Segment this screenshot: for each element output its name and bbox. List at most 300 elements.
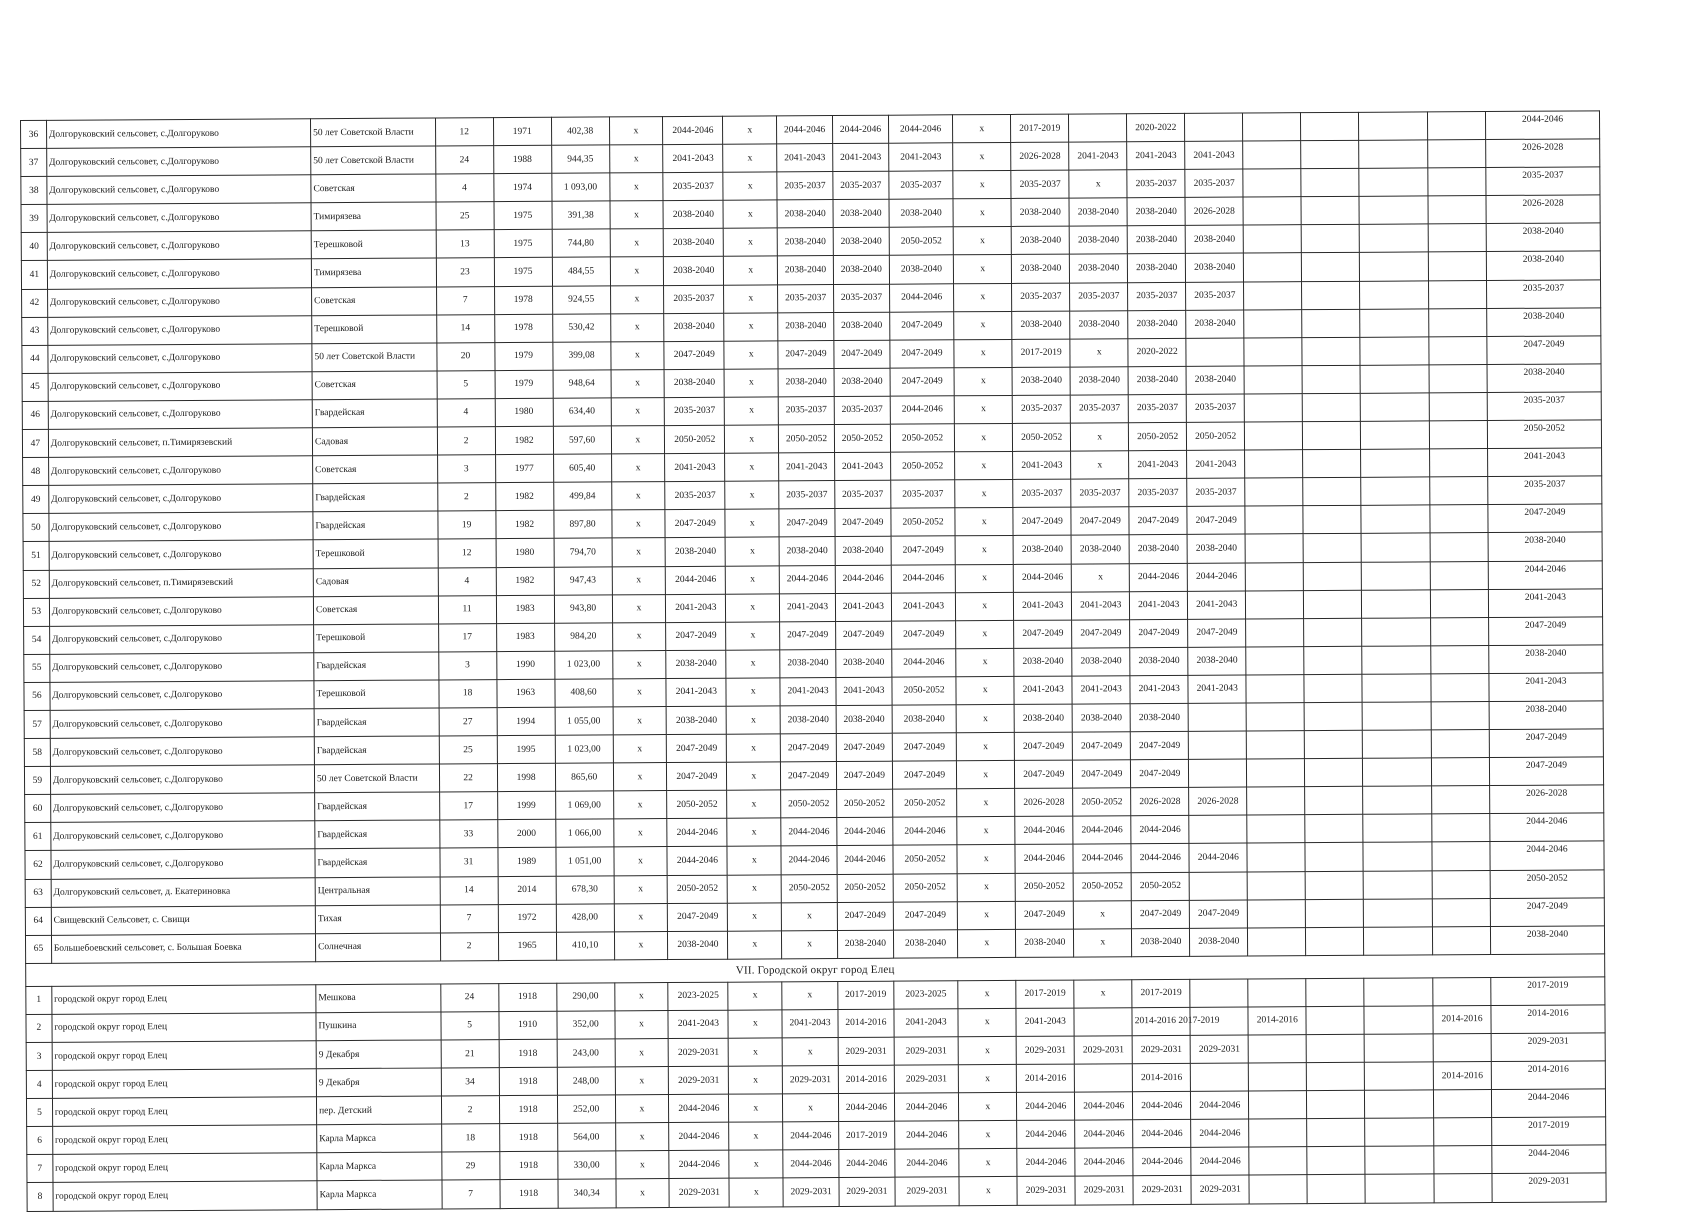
work-col-9-cell: 2029-2031: [1074, 1036, 1132, 1064]
work-col-3-cell: x: [727, 790, 781, 818]
work-col-15-cell: [1430, 589, 1488, 617]
work-col-4-cell: 2041-2043: [777, 144, 833, 172]
total-area-cell: 944,35: [551, 145, 609, 173]
work-col-11-cell: [1188, 703, 1246, 731]
work-col-9-cell: 2035-2037: [1070, 282, 1128, 310]
work-col-10-cell: 2038-2040: [1127, 226, 1185, 254]
row-number-cell: 2: [26, 1014, 52, 1042]
overall-period-cell: 2044-2046: [1491, 1089, 1605, 1118]
total-area-cell: 984,20: [554, 623, 612, 651]
work-col-7-cell: x: [955, 452, 1013, 480]
work-col-5-cell: 2044-2046: [832, 115, 888, 143]
work-col-6-cell: 2050-2052: [890, 452, 955, 480]
overall-period-cell: 2029-2031: [1491, 1033, 1605, 1062]
work-col-12-cell: [1244, 281, 1302, 309]
work-col-12-cell: [1244, 366, 1302, 394]
work-col-8-cell: 2038-2040: [1014, 648, 1072, 676]
row-number-cell: 36: [21, 120, 47, 148]
municipality-cell: Свищевский Сельсовет, с. Свищи: [51, 905, 315, 935]
work-col-5-cell: 2047-2049: [836, 733, 892, 761]
work-col-3-cell: x: [724, 341, 778, 369]
work-col-10-cell: 2047-2049: [1130, 619, 1188, 647]
work-col-3-cell: x: [726, 622, 780, 650]
total-area-cell: 391,38: [552, 201, 610, 229]
work-col-7-cell: x: [958, 1036, 1016, 1064]
work-col-10-cell: 2044-2046: [1133, 1092, 1191, 1120]
total-area-cell: 340,34: [558, 1179, 616, 1207]
work-col-12-cell: [1249, 1063, 1307, 1091]
work-col-12-cell: [1248, 899, 1306, 927]
work-col-5-cell: 2035-2037: [834, 396, 890, 424]
work-col-2-cell: 2041-2043: [668, 1010, 728, 1038]
work-col-10-cell: 2038-2040: [1130, 703, 1188, 731]
build-year-cell: 1971: [493, 117, 551, 145]
work-col-10-cell: 2047-2049: [1129, 507, 1187, 535]
work-col-1-cell: x: [611, 482, 665, 510]
overall-period-cell: 2038-2040: [1486, 251, 1600, 280]
build-year-cell: 1972: [498, 904, 556, 932]
work-col-10-cell: 2014-2016: [1133, 1063, 1191, 1091]
overall-period-cell: 2017-2019: [1492, 1117, 1606, 1146]
work-col-6-cell: 2047-2049: [890, 311, 955, 339]
street-cell: 50 лет Советской Власти: [314, 764, 439, 793]
work-col-11-cell: 2050-2052: [1187, 422, 1245, 450]
total-area-cell: 408,60: [555, 679, 613, 707]
work-col-5-cell: 2038-2040: [837, 930, 893, 958]
work-col-12-cell: [1248, 927, 1306, 955]
municipality-cell: городской округ город Елец: [52, 1125, 316, 1155]
street-cell: пер. Детский: [316, 1096, 441, 1125]
work-col-15-cell: [1429, 421, 1487, 449]
street-cell: Гвардейская: [314, 652, 439, 681]
work-col-4-cell: 2035-2037: [778, 284, 834, 312]
work-col-12-cell: [1248, 978, 1306, 1006]
work-col-1-cell: x: [611, 454, 665, 482]
work-col-13-cell: [1305, 787, 1363, 815]
work-col-4-cell: 2047-2049: [780, 734, 836, 762]
work-col-14-cell: [1361, 533, 1430, 562]
work-col-11-cell: [1185, 113, 1243, 141]
work-col-7-cell: x: [955, 508, 1013, 536]
work-col-7-cell: x: [956, 676, 1014, 704]
work-col-11-cell: 2047-2049: [1188, 619, 1246, 647]
work-col-13-cell: [1307, 1147, 1365, 1175]
work-col-3-cell: x: [729, 1178, 783, 1206]
work-col-12-cell: [1247, 843, 1305, 871]
build-year-cell: 1918: [499, 1124, 557, 1152]
total-area-cell: 402,38: [551, 117, 609, 145]
work-col-3-cell: x: [725, 425, 779, 453]
work-col-15-cell: [1428, 168, 1486, 196]
overall-period-cell: 2047-2049: [1489, 729, 1603, 758]
work-col-9-cell: 2035-2037: [1070, 395, 1128, 423]
work-col-5-cell: 2044-2046: [837, 846, 893, 874]
work-col-3-cell: x: [726, 565, 780, 593]
work-col-12-cell: [1246, 590, 1304, 618]
municipality-cell: Долгоруковский сельсовет, с.Долгоруково: [50, 793, 314, 823]
row-number-cell: 55: [24, 654, 50, 682]
work-col-1-cell: x: [615, 1067, 669, 1095]
work-col-3-cell: x: [723, 172, 777, 200]
build-year-cell: 1990: [496, 651, 554, 679]
work-col-10-cell: 2041-2043: [1130, 591, 1188, 619]
work-col-6-cell: 2050-2052: [893, 845, 958, 873]
overall-period-cell: 2014-2016: [1491, 1061, 1605, 1090]
work-col-8-cell: 2041-2043: [1016, 1008, 1074, 1036]
work-col-8-cell: 2050-2052: [1015, 873, 1073, 901]
work-col-3-cell: x: [725, 397, 779, 425]
work-col-4-cell: x: [782, 930, 838, 958]
work-col-8-cell: 2026-2028: [1015, 788, 1073, 816]
work-col-1-cell: x: [615, 1039, 669, 1067]
work-col-11-cell: 2041-2043: [1185, 141, 1243, 169]
total-area-cell: 1 051,00: [556, 847, 614, 875]
overall-period-cell: 2044-2046: [1485, 111, 1599, 140]
work-col-8-cell: 2014-2016: [1017, 1064, 1075, 1092]
municipality-cell: городской округ город Елец: [53, 1153, 317, 1183]
work-col-4-cell: 2044-2046: [781, 818, 837, 846]
work-col-6-cell: 2047-2049: [891, 536, 956, 564]
house-number-cell: 18: [439, 679, 497, 707]
work-col-3-cell: x: [726, 678, 780, 706]
work-col-11-cell: 2035-2037: [1185, 169, 1243, 197]
street-cell: Карла Маркса: [317, 1124, 442, 1153]
work-col-13-cell: [1304, 618, 1362, 646]
work-col-6-cell: 2044-2046: [894, 1093, 959, 1121]
work-col-7-cell: x: [957, 789, 1015, 817]
work-col-4-cell: x: [782, 981, 838, 1009]
street-cell: Мешкова: [316, 984, 441, 1013]
work-col-11-cell: 2026-2028: [1189, 787, 1247, 815]
total-area-cell: 352,00: [557, 1011, 615, 1039]
work-col-2-cell: 2035-2037: [665, 397, 725, 425]
municipality-cell: Долгоруковский сельсовет, п.Тимирязевский: [49, 568, 313, 598]
work-col-10-cell: 2044-2046: [1131, 816, 1189, 844]
municipality-cell: Долгоруковский сельсовет, с.Долгоруково: [49, 540, 313, 570]
work-col-2-cell: 2041-2043: [665, 453, 725, 481]
work-col-6-cell: 2038-2040: [889, 255, 954, 283]
work-col-9-cell: 2038-2040: [1069, 198, 1127, 226]
work-col-4-cell: 2047-2049: [780, 621, 836, 649]
work-col-14-cell: [1361, 561, 1430, 590]
work-col-14-cell: [1362, 589, 1431, 618]
work-col-12-cell: [1243, 225, 1301, 253]
work-col-14-cell: [1360, 280, 1429, 309]
work-col-14-cell: [1361, 449, 1430, 478]
work-col-13-cell: [1305, 730, 1363, 758]
street-cell: Гвардейская: [313, 511, 438, 540]
work-col-8-cell: 2047-2049: [1013, 507, 1071, 535]
house-number-cell: 29: [441, 1152, 499, 1180]
work-col-12-cell: [1247, 759, 1305, 787]
overall-period-cell: 2038-2040: [1487, 308, 1601, 337]
work-col-6-cell: 2044-2046: [891, 564, 956, 592]
work-col-3-cell: x: [728, 1010, 782, 1038]
work-col-2-cell: 2029-2031: [669, 1066, 729, 1094]
work-col-3-cell: x: [729, 1038, 783, 1066]
work-col-10-cell: 2035-2037: [1127, 170, 1185, 198]
work-col-5-cell: 2017-2019: [838, 981, 894, 1009]
work-col-13-cell: [1307, 1090, 1365, 1118]
work-col-1-cell: x: [611, 369, 665, 397]
work-col-13-cell: [1301, 197, 1359, 225]
work-col-8-cell: 2047-2049: [1016, 901, 1074, 929]
work-col-12-cell: [1245, 422, 1303, 450]
work-col-2-cell: 2041-2043: [666, 594, 726, 622]
work-col-7-cell: x: [954, 367, 1012, 395]
municipality-cell: городской округ город Елец: [52, 1069, 316, 1099]
work-col-5-cell: 2014-2016: [838, 1009, 894, 1037]
work-col-12-cell: [1244, 394, 1302, 422]
work-col-3-cell: x: [724, 228, 778, 256]
work-col-13-cell: [1302, 309, 1360, 337]
work-col-12-cell: [1246, 703, 1304, 731]
work-col-15-cell: [1432, 870, 1490, 898]
work-col-9-cell: 2044-2046: [1073, 816, 1131, 844]
work-col-1-cell: x: [609, 173, 663, 201]
house-number-cell: 4: [438, 567, 496, 595]
work-col-5-cell: 2050-2052: [834, 424, 890, 452]
work-col-12-cell: [1248, 1035, 1306, 1063]
work-col-5-cell: 2029-2031: [838, 1037, 894, 1065]
work-col-10-cell: 2047-2049: [1131, 731, 1189, 759]
build-year-cell: 1998: [497, 763, 555, 791]
work-col-10-cell: 2020-2022: [1128, 338, 1186, 366]
work-col-2-cell: 2047-2049: [668, 903, 728, 931]
work-col-11-cell: 2047-2049: [1190, 900, 1248, 928]
work-col-10-cell: 2041-2043: [1129, 451, 1187, 479]
work-col-9-cell: x: [1070, 338, 1128, 366]
work-col-2-cell: 2047-2049: [667, 762, 727, 790]
work-col-13-cell: [1306, 978, 1364, 1006]
total-area-cell: 243,00: [557, 1039, 615, 1067]
work-col-9-cell: 2047-2049: [1071, 507, 1129, 535]
work-col-9-cell: x: [1074, 980, 1132, 1008]
work-col-13-cell: [1306, 1034, 1364, 1062]
municipality-cell: Долгоруковский сельсовет, с.Долгоруково: [47, 203, 311, 233]
work-col-14-cell: [1360, 337, 1429, 366]
work-col-12-cell: [1244, 337, 1302, 365]
house-number-cell: 4: [437, 399, 495, 427]
work-col-3-cell: x: [726, 650, 780, 678]
work-col-1-cell: x: [612, 538, 666, 566]
overall-period-cell: 2026-2028: [1486, 195, 1600, 224]
street-cell: Карла Маркса: [317, 1152, 442, 1181]
total-area-cell: 744,80: [552, 229, 610, 257]
work-col-2-cell: 2044-2046: [667, 847, 727, 875]
work-col-8-cell: 2035-2037: [1012, 283, 1070, 311]
work-col-1-cell: x: [614, 847, 668, 875]
overall-period-cell: 2026-2028: [1490, 785, 1604, 814]
work-col-1-cell: x: [610, 229, 664, 257]
row-number-cell: 38: [21, 177, 47, 205]
work-col-12-cell: [1249, 1147, 1307, 1175]
work-col-5-cell: 2041-2043: [835, 593, 891, 621]
work-col-10-cell: 2038-2040: [1128, 254, 1186, 282]
work-col-14-cell: [1360, 365, 1429, 394]
work-col-14-cell: [1362, 702, 1431, 731]
work-col-14-cell: [1360, 252, 1429, 281]
work-col-15-cell: [1430, 561, 1488, 589]
work-col-13-cell: [1304, 674, 1362, 702]
work-col-15-cell: [1432, 786, 1490, 814]
work-col-14-cell: [1365, 1118, 1434, 1147]
work-col-11-cell: [1189, 759, 1247, 787]
build-year-cell: 1983: [496, 595, 554, 623]
total-area-cell: 943,80: [554, 594, 612, 622]
work-col-11-cell: 2041-2043: [1187, 450, 1245, 478]
municipality-cell: Долгоруковский сельсовет, д. Екатериновка: [51, 877, 315, 907]
work-col-4-cell: 2038-2040: [780, 705, 836, 733]
work-col-10-cell: 2035-2037: [1128, 282, 1186, 310]
work-col-1-cell: x: [610, 257, 664, 285]
street-cell: Терешковой: [314, 680, 439, 709]
work-col-2-cell: 2041-2043: [666, 678, 726, 706]
work-col-11-cell: 2035-2037: [1186, 394, 1244, 422]
work-col-4-cell: 2044-2046: [781, 846, 837, 874]
overall-period-cell: 2029-2031: [1492, 1173, 1606, 1202]
overall-period-cell: 2038-2040: [1489, 645, 1603, 674]
work-col-8-cell: 2038-2040: [1014, 704, 1072, 732]
overall-period-cell: 2047-2049: [1488, 504, 1602, 533]
work-col-9-cell: 2038-2040: [1072, 648, 1130, 676]
work-col-5-cell: 2035-2037: [835, 480, 891, 508]
work-col-15-cell: 2014-2016: [1433, 1062, 1491, 1090]
work-col-6-cell: 2044-2046: [890, 396, 955, 424]
build-year-cell: 1918: [500, 1180, 558, 1208]
work-col-15-cell: [1429, 392, 1487, 420]
street-cell: Карла Маркса: [317, 1180, 442, 1209]
work-col-9-cell: x: [1071, 451, 1129, 479]
work-col-12-cell: [1245, 450, 1303, 478]
work-col-7-cell: x: [958, 901, 1016, 929]
work-col-6-cell: 2029-2031: [894, 1065, 959, 1093]
work-col-11-cell: 2044-2046: [1191, 1147, 1249, 1175]
work-col-4-cell: x: [783, 1094, 839, 1122]
work-col-14-cell: [1361, 421, 1430, 450]
street-cell: Терешковой: [311, 230, 436, 259]
work-col-8-cell: 2029-2031: [1017, 1177, 1075, 1205]
work-col-3-cell: x: [725, 453, 779, 481]
street-cell: Гвардейская: [313, 483, 438, 512]
work-col-9-cell: 2029-2031: [1075, 1176, 1133, 1204]
work-col-9-cell: 2050-2052: [1073, 872, 1131, 900]
work-col-12-cell: [1245, 534, 1303, 562]
work-col-8-cell: 2017-2019: [1016, 980, 1074, 1008]
work-col-12-cell: [1246, 675, 1304, 703]
work-col-13-cell: [1305, 815, 1363, 843]
street-cell: Советская: [312, 287, 437, 316]
work-col-6-cell: 2044-2046: [888, 115, 953, 143]
work-col-1-cell: x: [616, 1179, 670, 1207]
row-number-cell: 1: [26, 986, 52, 1014]
build-year-cell: 1975: [494, 258, 552, 286]
work-col-9-cell: 2038-2040: [1069, 226, 1127, 254]
work-col-11-cell: 2038-2040: [1187, 534, 1245, 562]
work-col-1-cell: x: [610, 201, 664, 229]
overall-period-cell: 2038-2040: [1486, 223, 1600, 252]
work-col-11-cell: [1189, 815, 1247, 843]
work-col-2-cell: 2038-2040: [665, 538, 725, 566]
build-year-cell: 2014: [498, 876, 556, 904]
work-col-14-cell: [1362, 618, 1431, 647]
build-year-cell: 1982: [495, 426, 553, 454]
work-col-5-cell: 2047-2049: [835, 509, 891, 537]
build-year-cell: 1918: [499, 1152, 557, 1180]
build-year-cell: 1994: [497, 707, 555, 735]
overall-period-cell: 2026-2028: [1486, 139, 1600, 168]
work-col-1-cell: x: [611, 426, 665, 454]
work-col-8-cell: 2035-2037: [1011, 170, 1069, 198]
work-col-6-cell: 2047-2049: [893, 901, 958, 929]
house-number-cell: 2: [437, 427, 495, 455]
work-col-6-cell: 2050-2052: [892, 789, 957, 817]
street-cell: 50 лет Советской Власти: [310, 118, 435, 147]
work-col-2-cell: 2050-2052: [665, 425, 725, 453]
overall-period-cell: 2038-2040: [1487, 364, 1601, 393]
work-col-7-cell: x: [957, 761, 1015, 789]
work-col-8-cell: 2041-2043: [1014, 592, 1072, 620]
work-col-7-cell: x: [953, 171, 1011, 199]
work-col-6-cell: 2044-2046: [889, 283, 954, 311]
work-col-13-cell: [1305, 758, 1363, 786]
overall-period-cell: 2047-2049: [1489, 757, 1603, 786]
work-col-13-cell: [1302, 393, 1360, 421]
work-col-10-cell: 2029-2031: [1132, 1035, 1190, 1063]
work-col-15-cell: [1429, 336, 1487, 364]
work-col-3-cell: x: [724, 313, 778, 341]
build-year-cell: 1910: [499, 1011, 557, 1039]
work-col-1-cell: x: [610, 341, 664, 369]
work-col-15-cell: [1428, 196, 1486, 224]
municipality-cell: Долгоруковский сельсовет, с.Долгоруково: [49, 596, 313, 626]
work-col-1-cell: x: [614, 903, 668, 931]
work-col-12-cell: [1244, 253, 1302, 281]
work-col-1-cell: x: [614, 875, 668, 903]
work-col-12-cell: [1243, 169, 1301, 197]
municipality-cell: Долгоруковский сельсовет, с.Долгоруково: [49, 624, 313, 654]
house-number-cell: 23: [436, 258, 494, 286]
work-col-13-cell: [1302, 365, 1360, 393]
work-col-2-cell: 2038-2040: [668, 931, 728, 959]
municipality-cell: Долгоруковский сельсовет, с.Долгоруково: [48, 456, 312, 486]
work-col-4-cell: 2029-2031: [782, 1066, 838, 1094]
house-number-cell: 7: [436, 286, 494, 314]
street-cell: 50 лет Советской Власти: [312, 343, 437, 372]
work-col-2-cell: 2044-2046: [663, 116, 723, 144]
overall-period-cell: 2044-2046: [1492, 1145, 1606, 1174]
overall-period-cell: 2044-2046: [1488, 560, 1602, 589]
work-col-10-cell: 2044-2046: [1133, 1120, 1191, 1148]
overall-period-cell: 2035-2037: [1487, 392, 1601, 421]
overall-period-cell: 2041-2043: [1488, 588, 1602, 617]
work-col-4-cell: 2038-2040: [777, 200, 833, 228]
work-col-9-cell: 2044-2046: [1075, 1120, 1133, 1148]
work-col-5-cell: 2047-2049: [836, 761, 892, 789]
overall-period-cell: 2035-2037: [1487, 279, 1601, 308]
municipality-cell: Долгоруковский сельсовет, с.Долгоруково: [47, 175, 311, 205]
house-number-cell: 17: [439, 792, 497, 820]
work-col-6-cell: 2050-2052: [893, 873, 958, 901]
work-col-11-cell: 2038-2040: [1185, 225, 1243, 253]
build-year-cell: 1977: [495, 454, 553, 482]
work-col-2-cell: 2029-2031: [668, 1038, 728, 1066]
street-cell: Гвардейская: [315, 792, 440, 821]
total-area-cell: 330,00: [557, 1151, 615, 1179]
work-col-4-cell: 2047-2049: [778, 340, 834, 368]
row-number-cell: 42: [22, 289, 48, 317]
work-col-9-cell: x: [1069, 170, 1127, 198]
